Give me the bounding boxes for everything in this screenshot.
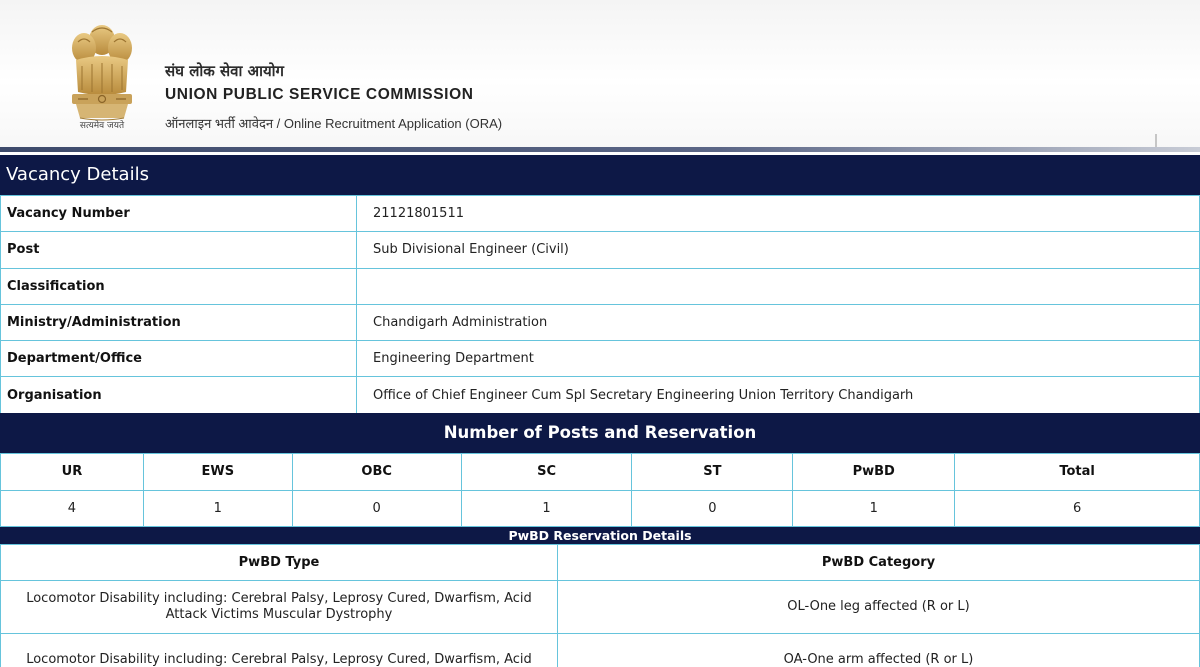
table-row — [1, 490, 1200, 527]
pwbd-category-cell: OA-One arm affected (R or L) — [558, 634, 1200, 667]
ministry-label: Ministry/Administration — [1, 304, 357, 340]
header-divider — [0, 147, 1200, 152]
pwbd-details-bar — [0, 527, 1200, 544]
header-pwbd: PwBD — [793, 454, 955, 491]
ministry-value: Chandigarh Administration — [357, 304, 1200, 340]
vacancy-number-label: Vacancy Number — [1, 196, 357, 232]
vacancy-details-table — [0, 195, 1200, 414]
organisation-label: Organisation — [1, 377, 357, 413]
value-obc: 0 — [292, 490, 461, 527]
pwbd-type-cell: Locomotor Disability including: Cerebral Palsy, Leprosy Cured, Dwarfism, Acid Attack Victims Muscular Dystrophy — [1, 581, 558, 634]
page-header — [0, 0, 1200, 149]
pwbd-details-table — [0, 544, 1200, 667]
table-row — [1, 581, 1200, 634]
value-total: 6 — [955, 490, 1200, 527]
posts-reservation-bar — [0, 413, 1200, 453]
table-header-row — [1, 454, 1200, 491]
vacancy-details-title: Vacancy Details — [6, 164, 149, 185]
pwbd-details-title: PwBD Reservation Details — [508, 528, 692, 543]
table-row — [1, 268, 1200, 304]
classification-value — [357, 268, 1200, 304]
value-pwbd: 1 — [793, 490, 955, 527]
classification-label: Classification — [1, 268, 357, 304]
organisation-value: Office of Chief Engineer Cum Spl Secretary Engineering Union Territory Chandigarh — [357, 377, 1200, 413]
value-ews: 1 — [143, 490, 292, 527]
table-row — [1, 634, 1200, 667]
pwbd-category-cell: OL-One leg affected (R or L) — [558, 581, 1200, 634]
department-label: Department/Office — [1, 341, 357, 377]
vacancy-number-value: 21121801511 — [357, 196, 1200, 232]
table-row — [1, 377, 1200, 413]
header-obc: OBC — [292, 454, 461, 491]
table-row — [1, 196, 1200, 232]
post-value: Sub Divisional Engineer (Civil) — [357, 232, 1200, 268]
header-pwbd-type: PwBD Type — [1, 545, 558, 581]
table-row — [1, 341, 1200, 377]
value-st: 0 — [632, 490, 793, 527]
value-sc: 1 — [461, 490, 632, 527]
header-ur: UR — [1, 454, 144, 491]
header-ews: EWS — [143, 454, 292, 491]
header-divider-tick — [1155, 134, 1157, 148]
vacancy-details-bar — [0, 155, 1200, 195]
table-row — [1, 232, 1200, 268]
table-header-row — [1, 545, 1200, 581]
department-value: Engineering Department — [357, 341, 1200, 377]
header-total: Total — [955, 454, 1200, 491]
pwbd-type-cell: Locomotor Disability including: Cerebral Palsy, Leprosy Cured, Dwarfism, Acid — [1, 634, 558, 667]
posts-reservation-table — [0, 453, 1200, 527]
header-st: ST — [632, 454, 793, 491]
header-pwbd-category: PwBD Category — [558, 545, 1200, 581]
header-sc: SC — [461, 454, 632, 491]
table-row — [1, 304, 1200, 340]
post-label: Post — [1, 232, 357, 268]
emblem-motto: सत्यमेव जयते — [79, 121, 125, 131]
title-english: UNION PUBLIC SERVICE COMMISSION — [165, 86, 474, 103]
posts-reservation-title: Number of Posts and Reservation — [443, 423, 757, 442]
value-ur: 4 — [1, 490, 144, 527]
header-subtitle: ऑनलाइन भर्ती आवेदन / Online Recruitment Application (ORA) — [165, 116, 503, 131]
title-hindi: संघ लोक सेवा आयोग — [165, 62, 284, 80]
